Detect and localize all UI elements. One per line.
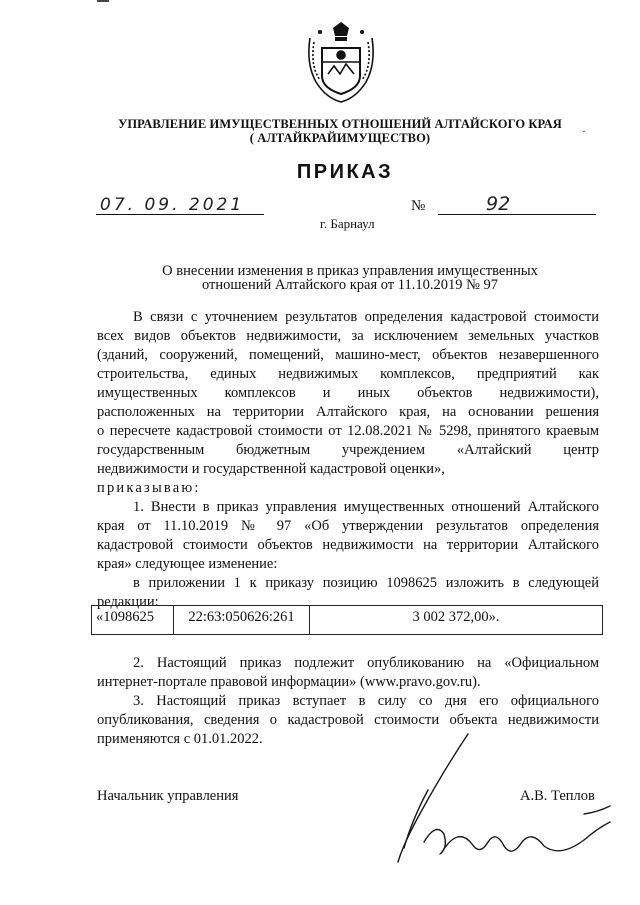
organization-name: УПРАВЛЕНИЕ ИМУЩЕСТВЕННЫХ ОТНОШЕНИЙ АЛТАЙСКОГО КРАЯ	[118, 117, 562, 131]
body-line: редакции:	[97, 594, 159, 610]
body-line: недвижимости и государственной кадастровой оценки»,	[97, 461, 445, 477]
body-line: 3. Настоящий приказ вступает в силу со дня его официального	[133, 693, 599, 709]
city: г. Барнаул	[320, 216, 375, 231]
body-line: имущественных комплексов и иных объектов недвижимости),	[97, 385, 599, 401]
table-cell-position: «1098625	[92, 606, 174, 635]
cadastral-value-table	[91, 605, 603, 635]
body-line: государственным бюджетным учреждением «Алтайский центр	[97, 442, 599, 458]
body-line: интернет-портале правовой информации» (www.pravo.gov.ru).	[97, 674, 481, 690]
handwritten-signature	[384, 730, 614, 870]
body-line: края от 11.10.2019 № 97 «Об утверждении результатов определения	[97, 518, 599, 534]
table-cell-cadastral-number: 22:63:050626:261	[174, 606, 310, 635]
body-line: расположенных на территории Алтайского края, на основании решения	[97, 404, 599, 420]
organization-short-name: ( АЛТАЙКРАЙИМУЩЕСТВО)	[249, 131, 431, 145]
date-value: 07. 09. 2021	[100, 195, 245, 215]
table-cell-cadastral-value: 3 002 372,00».	[310, 606, 603, 635]
body-line: 2. Настоящий приказ подлежит опубликованию на «Официальном	[133, 655, 599, 671]
body-line: строительства, единых недвижимых комплексов, предприятий как	[97, 366, 599, 382]
signatory-name: А.В. Теплов	[520, 788, 595, 804]
number-field	[438, 195, 596, 215]
document-title: ПРИКАЗ	[296, 161, 394, 183]
coat-of-arms-emblem	[300, 18, 382, 106]
subject-line-1: О внесении изменения в приказ управления имущественных	[162, 263, 538, 279]
body-line: применяются с 01.01.2022.	[97, 731, 263, 747]
body-line: в приложении 1 к приказу позицию 1098625 изложить в следующей	[133, 575, 599, 591]
body-line: кадастровой стоимости объектов недвижимости на территории Алтайского	[97, 537, 599, 553]
stray-dot: ·	[582, 124, 586, 138]
body-line: В связи с уточнением результатов определения кадастровой стоимости	[133, 309, 599, 325]
table-row	[92, 606, 603, 635]
body-line: всех видов объектов недвижимости, за исключением земельных участков	[97, 328, 599, 344]
body-line: опубликования, сведения о кадастровой стоимости объекта недвижимости	[97, 712, 599, 728]
number-value: 92	[486, 193, 511, 215]
subject-line-2: отношений Алтайского края от 11.10.2019 № 97	[201, 277, 499, 293]
date-field	[96, 195, 264, 215]
top-edge-mark	[97, 0, 109, 2]
body-line-order-word: приказываю:	[97, 480, 201, 496]
body-line: о пересчете кадастровой стоимости от 12.08.2021 № 5298, принятого краевым	[97, 423, 599, 439]
body-line: края» следующее изменение:	[97, 556, 278, 572]
body-line: 1. Внести в приказ управления имущественных отношений Алтайского	[133, 499, 599, 515]
signatory-position: Начальник управления	[97, 788, 239, 804]
body-line: (зданий, сооружений, помещений, машино-мест, объектов незавершенного	[97, 347, 599, 363]
number-label: №	[411, 198, 426, 214]
